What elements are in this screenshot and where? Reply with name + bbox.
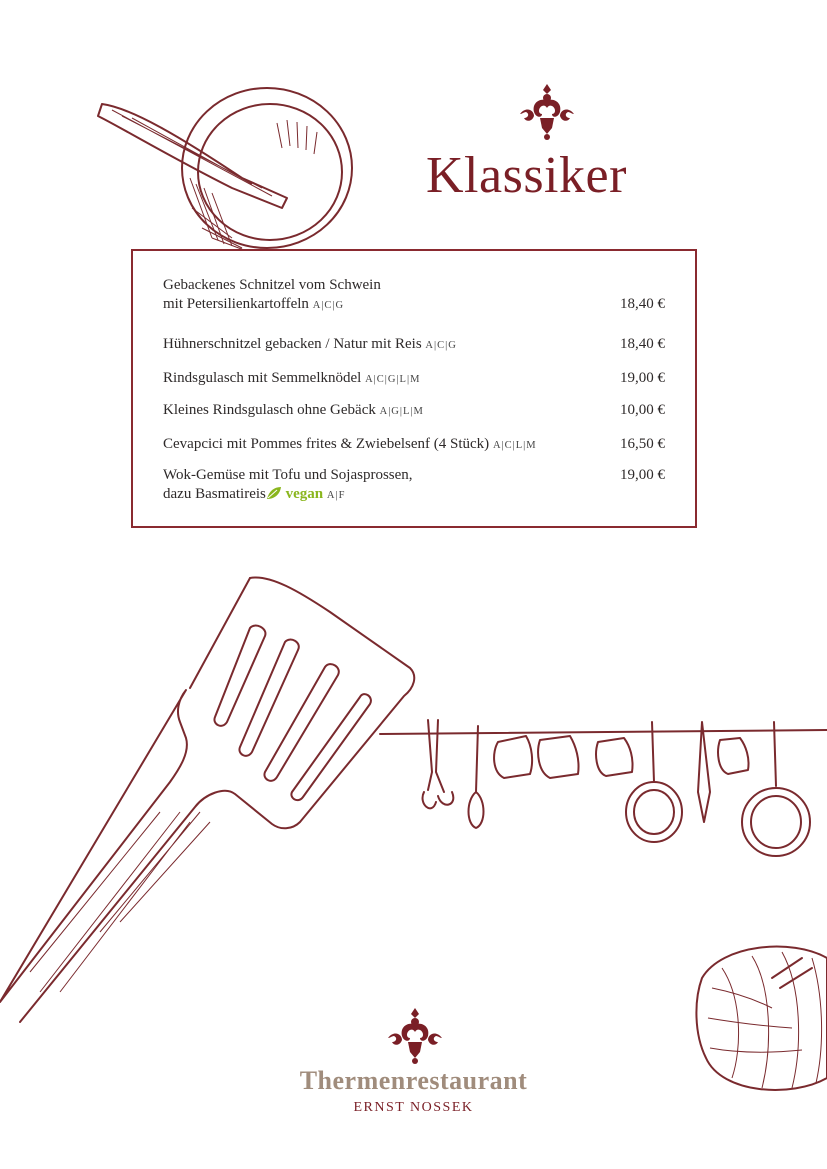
allergen-codes: A|C|G	[425, 340, 457, 351]
allergen-codes: A|G|L|M	[379, 406, 424, 417]
brand-subtitle: ERNST NOSSEK	[353, 1100, 474, 1115]
allergen-codes: A|C|L|M	[492, 440, 537, 451]
spatula-illustration	[0, 572, 420, 1042]
menu-item: Rindsgulasch mit Semmelknödel A|C|G|L|M	[163, 370, 421, 386]
vegan-label: vegan	[285, 486, 324, 502]
menu-item: Gebackenes Schnitzel vom Schwein mit Petersilienkartoffeln A|C|G	[163, 277, 381, 312]
menu-item: Wok-Gemüse mit Tofu und Sojasprossen, dazu Basmatireis vegan A|F	[163, 467, 413, 502]
allergen-codes: A|C|G|L|M	[365, 374, 421, 385]
menu-item-price: 18,40 €	[620, 296, 665, 312]
ornament-icon	[518, 84, 576, 140]
leaf-icon	[266, 486, 282, 500]
page-title: Klassiker	[426, 147, 627, 204]
ornament-icon	[386, 1008, 444, 1064]
menu-item-price: 10,00 €	[620, 402, 665, 418]
allergen-codes: A|F	[326, 490, 346, 501]
allergen-codes: A|C|G	[312, 300, 345, 311]
menu-item: Kleines Rindsgulasch ohne Gebäck A|G|L|M	[163, 402, 424, 418]
menu-item: Hühnerschnitzel gebacken / Natur mit Reis A|C|G	[163, 336, 457, 352]
menu-item-price: 18,40 €	[620, 336, 665, 352]
menu-item-price: 19,00 €	[620, 370, 665, 386]
menu-item-price: 16,50 €	[620, 436, 665, 452]
pan-illustration	[92, 88, 362, 258]
menu-item-price: 19,00 €	[620, 467, 665, 483]
brand-name: Thermenrestaurant	[299, 1066, 528, 1095]
menu-item: Cevapcici mit Pommes frites & Zwiebelsenf (4 Stück) A|C|L|M	[163, 436, 537, 452]
hanging-utensils-illustration	[380, 712, 827, 862]
menu-card	[131, 249, 697, 528]
